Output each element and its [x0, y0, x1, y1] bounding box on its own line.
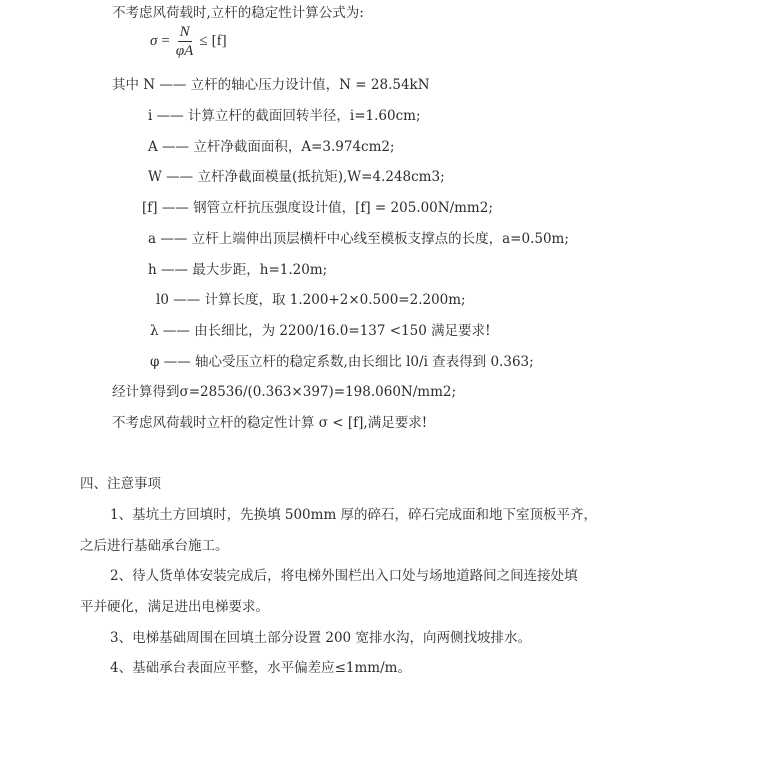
def-A: A —— 立杆净截面面积，A=3.974cm2;: [148, 139, 395, 155]
formula-f: [f]: [211, 33, 227, 49]
def-phi: φ —— 轴心受压立杆的稳定系数,由长细比 l0/i 查表得到 0.363;: [150, 354, 534, 370]
stability-formula: [148, 24, 229, 59]
def-lambda: λ —— 由长细比，为 2200/16.0=137 <150 满足要求!: [150, 323, 491, 339]
def-h: h —— 最大步距，h=1.20m;: [148, 262, 328, 278]
note-1-line-2: 之后进行基础承台施工。: [80, 538, 229, 554]
formula-intro: 不考虑风荷载时,立杆的稳定性计算公式为:: [112, 5, 364, 21]
formula-numerator: N: [179, 24, 190, 40]
note-2-line-1: 2、待人货单体安装完成后，将电梯外围栏出入口处与场地道路间之间连接处填: [110, 568, 578, 584]
note-2-line-2: 平并硬化，满足进出电梯要求。: [80, 599, 269, 615]
formula-sigma: σ: [150, 33, 158, 49]
def-W: W —— 立杆净截面模量(抵抗矩),W=4.248cm3;: [148, 169, 445, 185]
def-l0: l0 —— 计算长度，取 1.200+2×0.500=2.200m;: [156, 292, 466, 308]
def-a: a —— 立杆上端伸出顶层横杆中心线至模板支撑点的长度，a=0.50m;: [148, 231, 569, 247]
calc-conclusion: 不考虑风荷载时立杆的稳定性计算 σ < [f],满足要求!: [112, 415, 428, 431]
def-i: i —— 计算立杆的截面回转半径，i=1.60cm;: [148, 108, 421, 124]
note-4: 4、基础承台表面应平整，水平偏差应≤1mm/m。: [110, 660, 411, 676]
formula-fraction: [176, 24, 193, 59]
note-3: 3、电梯基础周围在回填土部分设置 200 宽排水沟，向两侧找坡排水。: [110, 630, 531, 646]
def-f: [f] —— 钢管立杆抗压强度设计值，[f] = 205.00N/mm2;: [142, 200, 493, 216]
note-1-line-1: 1、基坑土方回填时，先换填 500mm 厚的碎石，碎石完成面和地下室顶板平齐，: [110, 507, 598, 523]
notes-heading: 四、注意事项: [80, 476, 161, 492]
formula-leq: ≤: [199, 33, 208, 49]
def-N: 其中 N —— 立杆的轴心压力设计值，N = 28.54kN: [112, 77, 430, 93]
formula-equals: =: [161, 33, 170, 49]
formula-denominator: φA: [175, 43, 194, 59]
calc-result: 经计算得到σ=28536/(0.363×397)=198.060N/mm2;: [112, 384, 457, 400]
